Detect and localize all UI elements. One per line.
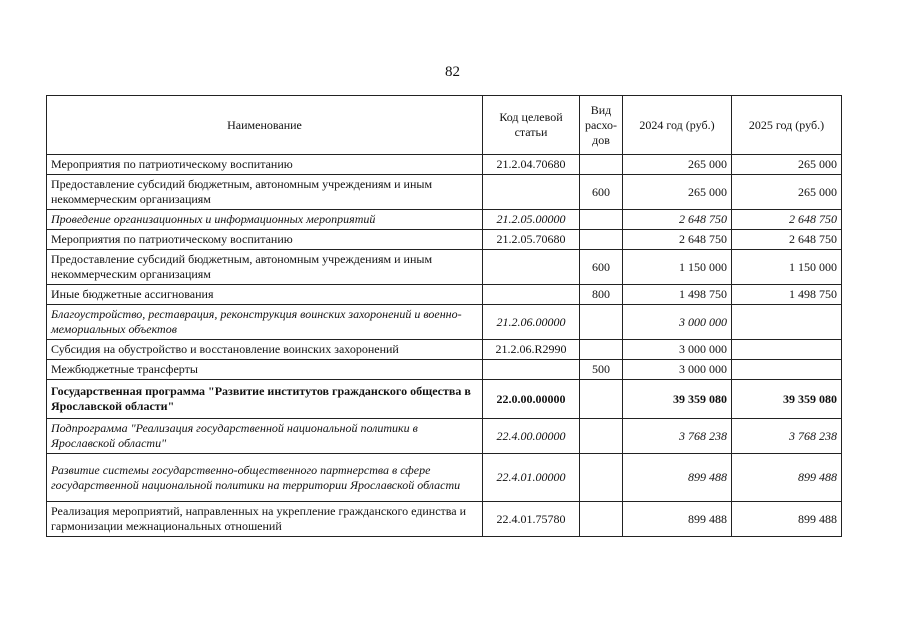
- row-code-cell: [483, 285, 580, 305]
- row-vid-cell: 500: [580, 360, 623, 380]
- row-2025-cell: 39 359 080: [732, 380, 842, 419]
- row-name-cell: Мероприятия по патриотическому воспитанию: [47, 155, 483, 175]
- table-row: [47, 340, 842, 360]
- row-vid-cell: [580, 454, 623, 502]
- row-2025-cell: 1 150 000: [732, 250, 842, 285]
- row-name-cell: Предоставление субсидий бюджетным, автономным учреждениям и иным некоммерческим организациям: [47, 250, 483, 285]
- row-vid-cell: 600: [580, 175, 623, 210]
- row-vid-cell: [580, 340, 623, 360]
- row-code-cell: [483, 360, 580, 380]
- row-vid-cell: [580, 502, 623, 537]
- row-code-cell: 21.2.06.R2990: [483, 340, 580, 360]
- row-2024-cell: 2 648 750: [623, 210, 732, 230]
- table-body: [47, 155, 842, 537]
- row-2024-cell: 3 000 000: [623, 305, 732, 340]
- budget-table: [46, 95, 842, 537]
- table-row: [47, 155, 842, 175]
- row-2025-cell: [732, 360, 842, 380]
- table-row: [47, 210, 842, 230]
- row-code-cell: 22.4.01.00000: [483, 454, 580, 502]
- row-name-cell: Развитие системы государственно-общественного партнерства в сфере государственной национальной политики на территории Ярославской области: [47, 454, 483, 502]
- row-2025-cell: 265 000: [732, 175, 842, 210]
- row-vid-cell: [580, 210, 623, 230]
- row-2025-cell: 3 768 238: [732, 419, 842, 454]
- row-2024-cell: 899 488: [623, 502, 732, 537]
- row-2024-cell: 39 359 080: [623, 380, 732, 419]
- page-number: 82: [445, 64, 460, 80]
- row-name-cell: Благоустройство, реставрация, реконструкция воинских захоронений и военно-мемориальных объектов: [47, 305, 483, 340]
- row-2025-cell: 265 000: [732, 155, 842, 175]
- header-row: [47, 96, 842, 155]
- row-2025-cell: [732, 340, 842, 360]
- row-name-cell: Предоставление субсидий бюджетным, автономным учреждениям и иным некоммерческим организациям: [47, 175, 483, 210]
- table-row: [47, 250, 842, 285]
- table-row: [47, 360, 842, 380]
- table-row: [47, 419, 842, 454]
- row-name-cell: Субсидия на обустройство и восстановление воинских захоронений: [47, 340, 483, 360]
- table-row: [47, 502, 842, 537]
- table-row: [47, 285, 842, 305]
- header-2024: 2024 год (руб.): [623, 96, 732, 155]
- row-vid-cell: [580, 305, 623, 340]
- row-2024-cell: 265 000: [623, 155, 732, 175]
- row-vid-cell: 800: [580, 285, 623, 305]
- row-name-cell: Межбюджетные трансферты: [47, 360, 483, 380]
- table-row: [47, 305, 842, 340]
- row-2024-cell: 899 488: [623, 454, 732, 502]
- row-name-cell: Иные бюджетные ассигнования: [47, 285, 483, 305]
- row-code-cell: 21.2.06.00000: [483, 305, 580, 340]
- row-name-cell: Проведение организационных и информационных мероприятий: [47, 210, 483, 230]
- row-vid-cell: [580, 155, 623, 175]
- row-name-cell: Государственная программа "Развитие институтов гражданского общества в Ярославской области": [47, 380, 483, 419]
- row-2025-cell: 899 488: [732, 502, 842, 537]
- table-row: [47, 380, 842, 419]
- row-2024-cell: 1 498 750: [623, 285, 732, 305]
- row-vid-cell: [580, 380, 623, 419]
- header-vid: Вид расхо-дов: [580, 96, 623, 155]
- header-code: Код целевой статьи: [483, 96, 580, 155]
- row-code-cell: 22.0.00.00000: [483, 380, 580, 419]
- row-vid-cell: [580, 230, 623, 250]
- row-2024-cell: 1 150 000: [623, 250, 732, 285]
- header-2025: 2025 год (руб.): [732, 96, 842, 155]
- row-2025-cell: 899 488: [732, 454, 842, 502]
- row-code-cell: 21.2.05.70680: [483, 230, 580, 250]
- header-name: Наименование: [47, 96, 483, 155]
- row-2025-cell: 1 498 750: [732, 285, 842, 305]
- table-row: [47, 454, 842, 502]
- row-2024-cell: 3 768 238: [623, 419, 732, 454]
- row-name-cell: Подпрограмма "Реализация государственной национальной политики в Ярославской области": [47, 419, 483, 454]
- row-2024-cell: 2 648 750: [623, 230, 732, 250]
- row-name-cell: Реализация мероприятий, направленных на укрепление гражданского единства и гармонизации межнациональных отношений: [47, 502, 483, 537]
- table-row: [47, 230, 842, 250]
- row-2024-cell: 265 000: [623, 175, 732, 210]
- row-code-cell: 21.2.05.00000: [483, 210, 580, 230]
- row-code-cell: 22.4.00.00000: [483, 419, 580, 454]
- row-name-cell: Мероприятия по патриотическому воспитанию: [47, 230, 483, 250]
- row-vid-cell: 600: [580, 250, 623, 285]
- table-row: [47, 175, 842, 210]
- row-code-cell: [483, 250, 580, 285]
- row-2024-cell: 3 000 000: [623, 360, 732, 380]
- row-code-cell: [483, 175, 580, 210]
- row-vid-cell: [580, 419, 623, 454]
- row-code-cell: 22.4.01.75780: [483, 502, 580, 537]
- row-2025-cell: [732, 305, 842, 340]
- row-code-cell: 21.2.04.70680: [483, 155, 580, 175]
- row-2025-cell: 2 648 750: [732, 210, 842, 230]
- row-2024-cell: 3 000 000: [623, 340, 732, 360]
- row-2025-cell: 2 648 750: [732, 230, 842, 250]
